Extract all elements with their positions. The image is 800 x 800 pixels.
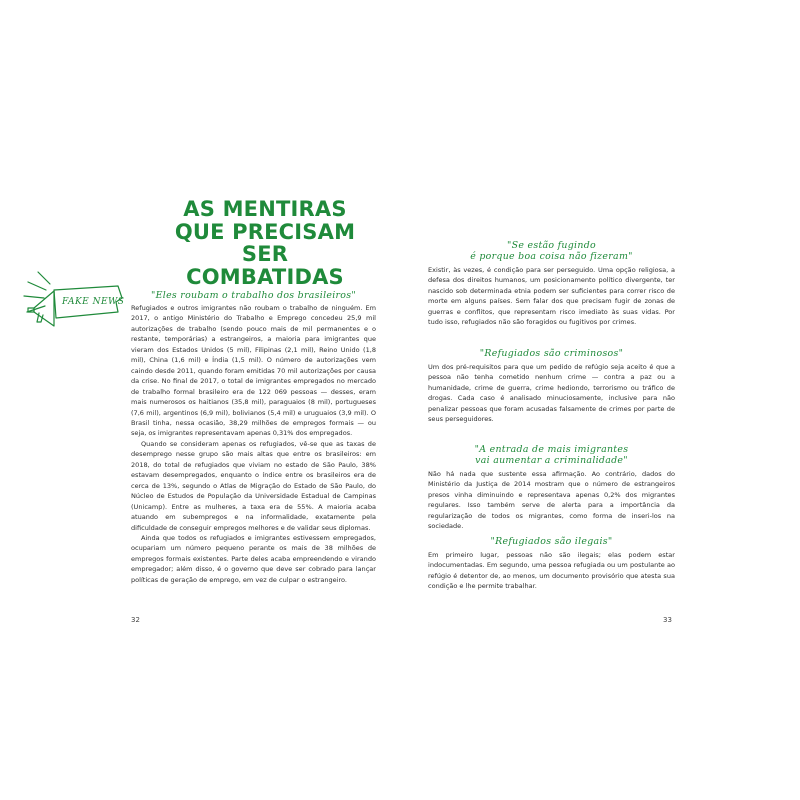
body-paragraph: Quando se consideram apenas os refugiados, vê-se que as taxas de desemprego nesse grupo são mais altas que entre os brasileiros: em 2018, do total de refugiados que viviam no estado de São Paulo, 38% estavam desempregados, enquanto o índice entre os brasileiros era de cerca de 13%, segundo o Atlas de Migração do Estado de São Paulo, do Núcleo de Estudos de População da Universidade Estadual de Campinas (Unicamp). Entre as mulheres, a taxa era de 55%. A maioria acaba atuando em subempregos e na informalidade, exatamente pela dificuldade de conseguir empregos melhores e de validar seus diplomas. — [131, 439, 376, 532]
section-heading-line: "A entrada de mais imigrantes — [474, 444, 629, 455]
title-line: QUE PRECISAM SER — [174, 219, 356, 266]
section-jobs — [131, 290, 376, 585]
section-heading-line: vai aumentar a criminalidade" — [475, 455, 628, 466]
page-number: 32 — [131, 616, 140, 624]
page-title — [150, 198, 380, 288]
section-heading: "Refugiados são ilegais" — [490, 536, 613, 547]
section-heading-line: é porque boa coisa não fizeram" — [470, 251, 633, 262]
fake-news-megaphone-icon — [18, 268, 128, 336]
body-paragraph: Em primeiro lugar, pessoas não são ilegais; elas podem estar indocumentadas. Em segundo, uma pessoa refugiada ou um postulante ao refúgio é detentor de, ao menos, um documento provisório que atesta sua condição e lhe permite trabalhar. — [428, 551, 675, 591]
title-line: COMBATIDAS — [186, 264, 344, 289]
title-line: AS MENTIRAS — [183, 197, 347, 221]
page-number: 33 — [663, 616, 672, 624]
right-page — [400, 0, 800, 800]
body-paragraph: Um dos pré-requisitos para que um pedido de refúgio seja aceito é que a pessoa não tenha cometido nenhum crime — contra a paz ou a humanidade, crime de guerra, crime hediondo, terrorismo ou tráfico de drogas. Cada caso é analisado minuciosamente, inclusive para não penalizar pessoas que foram acusadas falsamente de crimes por parte de seus perseguidores. — [428, 363, 675, 424]
section-fleeing — [428, 240, 675, 328]
section-criminality — [428, 444, 675, 532]
section-criminals — [428, 348, 675, 425]
body-paragraph: Existir, às vezes, é condição para ser perseguido. Uma opção religiosa, a defesa dos direitos humanos, um posicionamento político divergente, ter nascido sob determinada etnia podem ser suficientes para correr risco de morte em alguns países. Sem falar dos que precisam fugir de zonas de guerras e conflitos, que representam risco imediato às suas vidas. Por tudo isso, refugiados não são foragidos ou fugitivos por crimes. — [428, 266, 675, 327]
section-heading: "Eles roubam o trabalho dos brasileiros" — [151, 290, 356, 301]
section-heading: "Refugiados são criminosos" — [479, 348, 624, 359]
section-illegal — [428, 536, 675, 592]
section-heading-line: "Se estão fugindo — [507, 240, 596, 251]
body-paragraph: Refugiados e outros imigrantes não roubam o trabalho de ninguém. Em 2017, o antigo Ministério do Trabalho e Emprego concedeu 25,9 mil autorizações de trabalho (sendo pouco mais de mil permanentes e o restante, temporárias) a estrangeiros, a maioria para imigrantes que vieram dos Estados Unidos (5 mil), Filipinas (2,1 mil), Reino Unido (1,8 mil), China (1,6 mil) e Índia (1,5 mil). O número de autorizações vem caindo desde 2011, quando foram emitidas 70 mil autorizações por causa da crise. No final de 2017, o total de imigrantes empregados no mercado de trabalho formal brasileiro era de 122 069 pessoas — desses, eram mais numerosos os haitianos (35,8 mil), paraguaios (8 mil), portugueses (7,6 mil), argentinos (6,9 mil), bolivianos (5,4 mil) e uruguaios (3,9 mil). O Brasil tinha, nessa ocasião, 38,29 milhões de empregos formais — ou seja, os imigrantes representavam apenas 0,31% dos empregados. — [131, 304, 376, 438]
body-paragraph: Ainda que todos os refugiados e imigrantes estivessem empregados, ocupariam um número pequeno perante os mais de 38 milhões de empregos formais existentes. Parte deles acaba empreendendo e virando empregador; além disso, é o governo que deve ser cobrado para lançar políticas de geração de emprego, em vez de culpar o estrangeiro. — [131, 533, 376, 584]
badge-label: FAKE NEWS — [62, 297, 125, 307]
body-paragraph: Não há nada que sustente essa afirmação. Ao contrário, dados do Ministério da Justiça de 2014 mostram que o número de estrangeiros presos vinha diminuindo e representava apenas 0,2% dos migrantes regulares. Isso também serve de alerta para a importância da regularização de todos os migrantes, como forma de inseri-los na sociedade. — [428, 470, 675, 531]
